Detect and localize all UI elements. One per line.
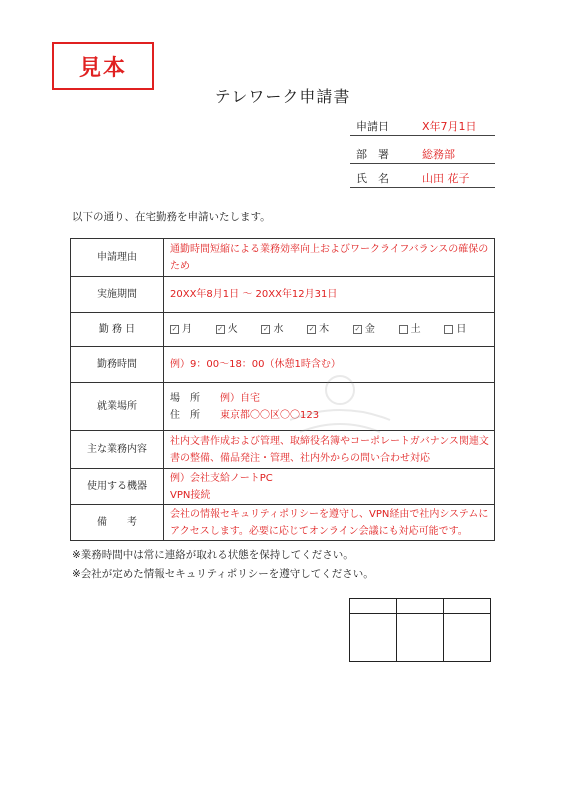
day-label: 木	[319, 324, 330, 335]
approval-stamp-row	[350, 614, 491, 662]
checkbox-icon[interactable]	[444, 325, 453, 334]
device-line-1: 例）会社支給ノートPC	[170, 472, 273, 484]
day-wed[interactable]	[261, 321, 307, 338]
day-label: 金	[364, 324, 375, 335]
work-days-label: 勤 務 日	[71, 313, 164, 347]
approval-header-cell	[397, 599, 444, 614]
day-label: 水	[273, 324, 284, 335]
approval-stamp-boxes	[349, 598, 491, 662]
sample-stamp: 見本	[52, 42, 154, 90]
reason-value: 通勤時間短縮による業務効率向上およびワークライフバランスの確保のため	[164, 239, 495, 277]
approval-header-cell	[350, 599, 397, 614]
application-date-label: 申請日	[356, 120, 389, 133]
work-days-row	[71, 313, 495, 347]
applicant-name-value: 山田 花子	[422, 172, 470, 185]
application-date-value: X年7月1日	[422, 120, 477, 133]
day-mon[interactable]	[170, 321, 216, 338]
period-value: 20XX年8月1日 〜 20XX年12月31日	[164, 277, 495, 313]
place-value	[164, 383, 495, 431]
day-thu[interactable]	[307, 321, 353, 338]
department-row	[350, 143, 495, 164]
device-row	[71, 469, 495, 505]
remarks-label: 備 考	[71, 505, 164, 541]
work-content-value: 社内文書作成および管理、取締役名簿やコーポレートガバナンス関連文書の整備、備品発注・管理、社内外からの問い合わせ対応	[164, 431, 495, 469]
department-label: 部 署	[356, 148, 389, 161]
day-tue[interactable]	[216, 321, 262, 338]
approval-stamp-cell	[444, 614, 491, 662]
period-row	[71, 277, 495, 313]
day-label: 土	[410, 324, 421, 335]
application-date-row	[350, 115, 495, 136]
place-label: 就業場所	[71, 383, 164, 431]
checkbox-icon[interactable]: ✓	[263, 325, 269, 333]
document-title: テレワーク申請書	[214, 87, 351, 106]
approval-header-cell	[444, 599, 491, 614]
place-address-label: 住 所	[170, 409, 200, 421]
intro-text: 以下の通り、在宅勤務を申請いたします。	[72, 211, 271, 223]
approval-stamp-cell	[350, 614, 397, 662]
applicant-name-row	[350, 167, 495, 188]
place-location-label: 場 所	[170, 392, 200, 404]
checkbox-icon[interactable]: ✓	[217, 325, 224, 333]
day-fri[interactable]	[353, 321, 399, 338]
day-checkbox-list	[170, 321, 490, 338]
work-content-label: 主な業務内容	[71, 431, 164, 469]
device-value	[164, 469, 495, 505]
day-label: 月	[182, 324, 192, 335]
remarks-row	[71, 505, 495, 541]
device-line-2: VPN接続	[170, 489, 211, 501]
device-label: 使用する機器	[71, 469, 164, 505]
hours-row	[71, 347, 495, 383]
place-row	[71, 383, 495, 431]
day-sat[interactable]	[399, 321, 445, 338]
checkbox-icon[interactable]: ✓	[354, 325, 361, 333]
reason-row	[71, 239, 495, 277]
department-value: 総務部	[422, 148, 455, 161]
application-form-table	[70, 238, 495, 541]
work-content-row	[71, 431, 495, 469]
place-address	[164, 407, 490, 424]
work-days-value	[164, 313, 495, 347]
applicant-name-label: 氏 名	[356, 172, 389, 185]
remarks-value: 会社の情報セキュリティポリシーを遵守し、VPN経由で社内システムにアクセスします。必要に応じてオンライン会議にも対応可能です。	[164, 505, 495, 541]
period-label: 実施期間	[71, 277, 164, 313]
place-location	[164, 390, 490, 407]
checkbox-icon[interactable]: ✓	[308, 325, 315, 333]
hours-value: 例）9：00〜18：00（休憩1時含む）	[164, 347, 495, 383]
note-1: ※業務時間中は常に連絡が取れる状態を保持してください。	[72, 549, 354, 561]
approval-header-row	[350, 599, 491, 614]
approval-stamp-cell	[397, 614, 444, 662]
place-address-value: 東京都〇〇区〇〇123	[220, 409, 320, 421]
place-location-value: 例）自宅	[220, 392, 260, 404]
note-2: ※会社が定めた情報セキュリティポリシーを遵守してください。	[72, 568, 374, 580]
day-sun[interactable]	[444, 321, 490, 338]
hours-label: 勤務時間	[71, 347, 164, 383]
day-label: 日	[456, 324, 467, 335]
checkbox-icon[interactable]	[399, 325, 408, 334]
reason-label: 申請理由	[71, 239, 164, 277]
checkbox-icon[interactable]: ✓	[171, 325, 178, 333]
day-label: 火	[227, 324, 238, 335]
